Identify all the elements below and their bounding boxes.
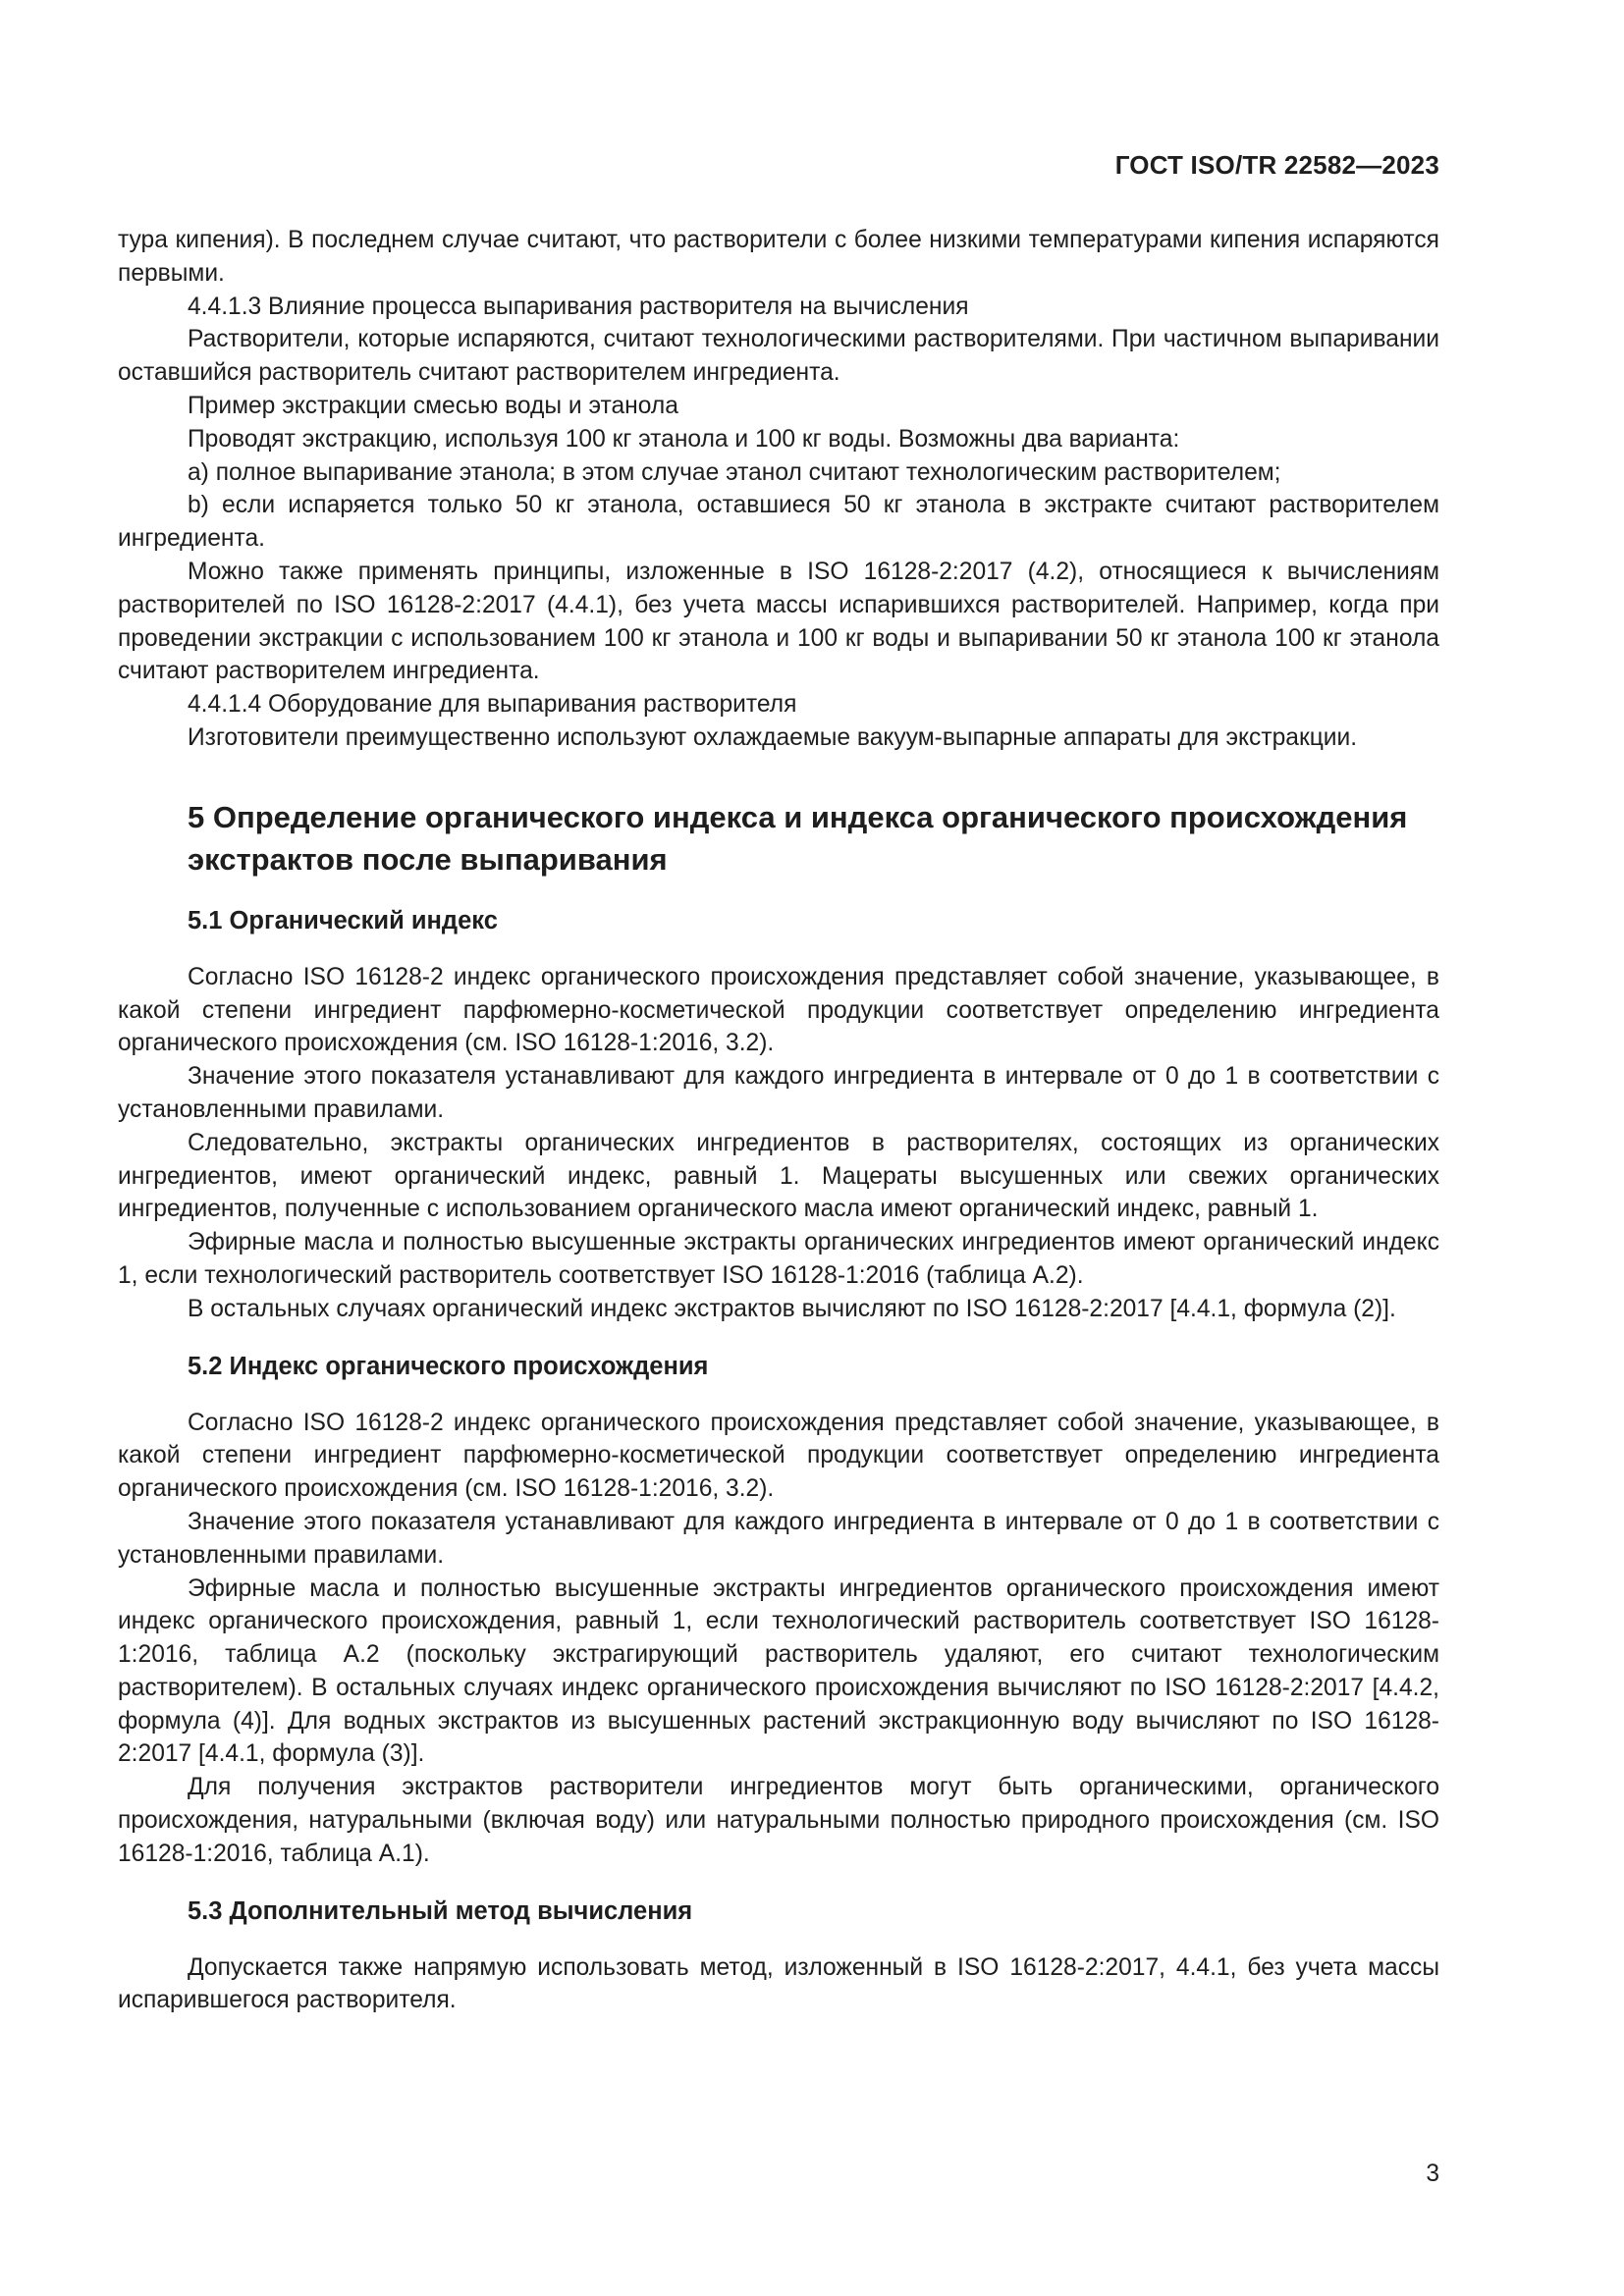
paragraph: Изготовители преимущественно используют охлаждаемые вакуум-выпарные аппараты для экстракции. bbox=[188, 723, 1358, 751]
paragraph: Следовательно, экстракты органических ингредиентов в растворителях, состоящих из органических ингредиентов, имеют органический индекс, равный 1. Мацераты высушенных или свежих органических ингредиентов, полученные с использованием органического масла имеют органический индекс, равный 1. bbox=[118, 1129, 1439, 1223]
page-content bbox=[118, 224, 1439, 2017]
clause-heading: 4.4.1.3 Влияние процесса выпаривания растворителя на вычисления bbox=[188, 293, 969, 320]
clause-heading: 4.4.1.4 Оборудование для выпаривания растворителя bbox=[188, 691, 797, 719]
example-heading: Пример экстракции смесью воды и этанола bbox=[188, 392, 678, 419]
paragraph: Растворители, которые испаряются, считают технологическими растворителями. При частичном выпаривании оставшийся растворитель считают растворителем ингредиента. bbox=[118, 326, 1439, 387]
paragraph: Допускается также напрямую использовать метод, изложенный в ISO 16128-2:2017, 4.4.1, без учета массы испарившегося растворителя. bbox=[118, 1953, 1439, 2014]
document-code-header: ГОСТ ISO/TR 22582—2023 bbox=[1114, 150, 1439, 180]
paragraph: Значение этого показателя устанавливают для каждого ингредиента в интервале от 0 до 1 в соответствии с установленными правилами. bbox=[118, 1508, 1439, 1569]
paragraph: Согласно ISO 16128-2 индекс органического происхождения представляет собой значение, указывающее, в какой степени ингредиент парфюмерно-косметической продукции соответствует определению ингредиента органического происхождения (см. ISO 16128-1:2016, 3.2). bbox=[118, 1409, 1439, 1503]
page-number: 3 bbox=[1426, 2161, 1439, 2187]
list-item-b: b) если испаряется только 50 кг этанола, оставшиеся 50 кг этанола в экстракте считают растворителем ингредиента. bbox=[118, 492, 1439, 553]
paragraph: Можно также применять принципы, изложенные в ISO 16128-2:2017 (4.2), относящиеся к вычислениям растворителей по ISO 16128-2:2017 (4.4.1), без учета массы испарившихся растворителей. Например, когда при проведении экстракции с использованием 100 кг этанола и 100 кг воды и выпаривании 50 кг этанола 100 кг этанола считают растворителем ингредиента. bbox=[118, 558, 1439, 685]
paragraph: Согласно ISO 16128-2 индекс органического происхождения представляет собой значение, указывающее, в какой степени ингредиент парфюмерно-косметической продукции соответствует определению ингредиента органического происхождения (см. ISO 16128-1:2016, 3.2). bbox=[118, 963, 1439, 1057]
paragraph: Для получения экстрактов растворители ингредиентов могут быть органическими, органического происхождения, натуральными (включая воду) или натуральными полностью природного происхождения (см. ISO 16128-1:2016, таблица А.1). bbox=[118, 1774, 1439, 1867]
paragraph: Эфирные масла и полностью высушенные экстракты ингредиентов органического происхождения имеют индекс органического происхождения, равный 1, если технологический растворитель соответствует ISO 16128-1:2016, таблица А.2 (поскольку экстрагирующий растворитель удаляют, его считают технологическим растворителем). В остальных случаях индекс органического происхождения вычисляют по ISO 16128-2:2017 [4.4.2, формула (4)]. Для водных экстрактов из высушенных растений экстракционную воду вычисляют по ISO 16128-2:2017 [4.4.1, формула (3)]. bbox=[118, 1575, 1439, 1768]
paragraph: Проводят экстракцию, используя 100 кг этанола и 100 кг воды. Возможны два варианта: bbox=[188, 425, 1180, 453]
section-5-2-heading: 5.2 Индекс органического происхождения bbox=[188, 1352, 709, 1380]
paragraph: В остальных случаях органический индекс экстрактов вычисляют по ISO 16128-2:2017 [4.4.1, формула (2)]. bbox=[188, 1295, 1396, 1322]
section-5-3-heading: 5.3 Дополнительный метод вычисления bbox=[188, 1896, 693, 1925]
section-5-heading: 5 Определение органического индекса и индекса органического происхождения экстрактов после выпаривания bbox=[188, 799, 1408, 877]
paragraph: Эфирные масла и полностью высушенные экстракты органических ингредиентов имеют органический индекс 1, если технологический растворитель соответствует ISO 16128-1:2016 (таблица А.2). bbox=[118, 1229, 1439, 1289]
section-5-1-heading: 5.1 Органический индекс bbox=[188, 906, 498, 934]
paragraph: тура кипения). В последнем случае считают, что растворители с более низкими температурами кипения испаряются первыми. bbox=[118, 227, 1439, 287]
list-item-a: a) полное выпаривание этанола; в этом случае этанол считают технологическим растворителем; bbox=[188, 458, 1281, 486]
paragraph: Значение этого показателя устанавливают для каждого ингредиента в интервале от 0 до 1 в соответствии с установленными правилами. bbox=[118, 1063, 1439, 1123]
